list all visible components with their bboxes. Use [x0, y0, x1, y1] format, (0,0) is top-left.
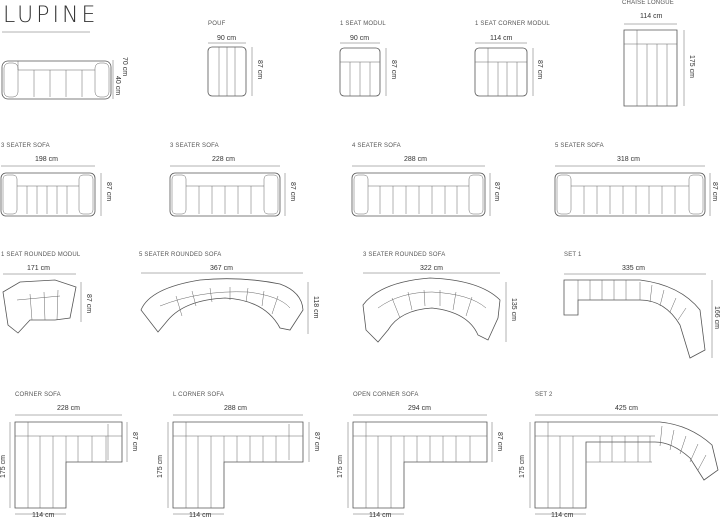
dim-depth: 118 cm [312, 296, 319, 319]
dim-width: 322 cm [420, 265, 443, 272]
dim-depth: 87 cm [85, 294, 92, 314]
drawing-set-2 [530, 415, 718, 514]
dim-width: 171 cm [27, 265, 50, 272]
item-label: 3 SEATER SOFA [1, 143, 50, 149]
dim-width: 90 cm [217, 35, 237, 42]
dim-height: 40 cm [114, 76, 121, 96]
dim-width: 228 cm [212, 156, 235, 163]
dim-width: 425 cm [615, 405, 638, 412]
dim-length: 175 cm [157, 455, 164, 478]
dim-width: 288 cm [224, 405, 247, 412]
drawing-pouf [208, 43, 252, 96]
drawing-5-seater-rounded [141, 273, 308, 334]
drawing-5-seater-318 [555, 166, 710, 216]
dim-width: 228 cm [57, 405, 80, 412]
item-label-1-seat-corner: 1 SEAT CORNER MODUL [475, 21, 550, 27]
item-label: 3 SEATER SOFA [170, 143, 219, 149]
dim-length: 175 cm [0, 455, 7, 478]
dim-width: 367 cm [210, 265, 233, 272]
dim-depth: 87 cm [496, 432, 503, 452]
item-label: 1 SEAT ROUNDED MODUL [1, 252, 81, 258]
item-label: 3 SEATER ROUNDED SOFA [363, 252, 446, 258]
dim-depth: 135 cm [510, 298, 517, 321]
dim-depth: 87 cm [390, 60, 397, 80]
drawing-3-seater-228 [170, 166, 285, 216]
item-label: CORNER SOFA [15, 392, 61, 398]
item-label: SET 1 [564, 252, 582, 258]
item-label: 5 SEATER ROUNDED SOFA [139, 252, 222, 258]
drawing-1-seat-rounded [3, 274, 81, 333]
dim-depth: 87 cm [289, 182, 296, 202]
dim-depth: 175 cm [688, 55, 695, 78]
dim-width: 114 cm [640, 13, 663, 20]
item-label: L CORNER SOFA [173, 392, 225, 398]
dim-seat-width: 114 cm [551, 512, 574, 519]
dim-depth: 87 cm [256, 60, 263, 80]
dim-seat-width: 114 cm [32, 512, 55, 519]
dim-depth: 87 cm [536, 60, 543, 80]
item-label-chaise: CHAISE LONGUE [622, 0, 674, 6]
dim-depth: 87 cm [131, 432, 138, 452]
dim-width: 294 cm [408, 405, 431, 412]
item-label: 5 SEATER SOFA [555, 143, 604, 149]
brand-title: LUPINE [3, 3, 99, 28]
drawing-3-seater-198 [1, 166, 101, 216]
drawing-1-seat-modul [340, 43, 386, 96]
item-label-pouf: POUF [208, 21, 226, 27]
dim-depth: 87 cm [105, 182, 112, 202]
drawing-sofa-mini [2, 32, 113, 99]
dim-length: 175 cm [519, 455, 526, 478]
dim-length: 175 cm [337, 455, 344, 478]
dim-width: 198 cm [35, 156, 58, 163]
item-label: SET 2 [535, 392, 553, 398]
dim-seat-width: 114 cm [189, 512, 212, 519]
dim-width: 114 cm [490, 35, 513, 42]
drawing-set-1 [564, 274, 712, 358]
drawing-l-corner-sofa [168, 415, 309, 514]
dim-depth: 87 cm [711, 182, 718, 202]
drawing-4-seater-288 [352, 166, 490, 216]
dim-depth: 87 cm [313, 432, 320, 452]
drawing-1-seat-corner [475, 43, 533, 96]
item-label-1-seat-modul: 1 SEAT MODUL [340, 21, 386, 27]
dim-seat-width: 114 cm [369, 512, 392, 519]
item-label: OPEN CORNER SOFA [353, 392, 419, 398]
item-label: 4 SEATER SOFA [352, 143, 401, 149]
dim-width: 288 cm [404, 156, 427, 163]
drawing-corner-sofa [10, 415, 127, 514]
dim-depth: 166 cm [713, 306, 720, 329]
drawing-3-seater-rounded [363, 273, 506, 342]
dim-depth: 70 cm [121, 57, 128, 77]
dim-width: 90 cm [350, 35, 370, 42]
dim-width: 335 cm [622, 265, 645, 272]
drawing-chaise-longue [624, 24, 684, 106]
drawing-open-corner-sofa [348, 415, 492, 514]
dim-width: 318 cm [617, 156, 640, 163]
dim-depth: 87 cm [493, 182, 500, 202]
